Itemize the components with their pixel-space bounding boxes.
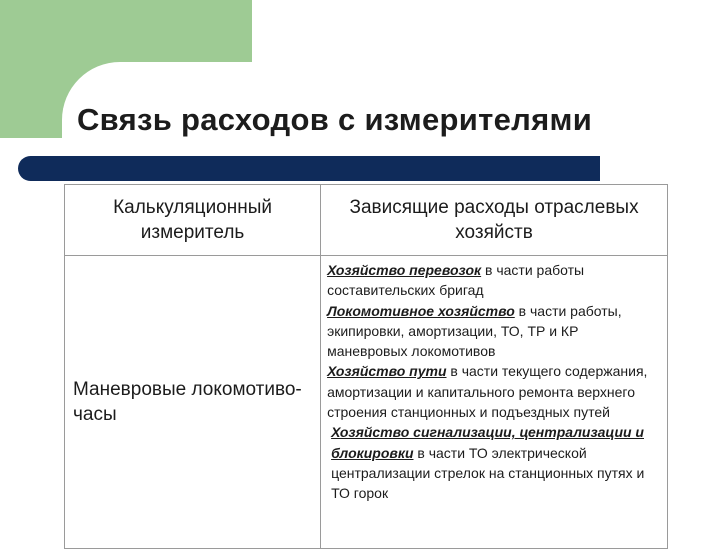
expense-item-text: в части работы составительских бригад — [327, 262, 585, 299]
table-header-row — [65, 185, 668, 256]
measure-cell: Маневровые локомотиво-часы — [65, 256, 321, 549]
expense-item-text: в части работы, экипировки, амортизации, ТО, ТР и КР маневровых локомотивов — [327, 302, 622, 360]
expense-item-name: Хозяйство сигнализации, централизации и блокировки — [331, 424, 644, 461]
expense-item-name: Хозяйство перевозок — [327, 262, 482, 278]
table-row — [65, 256, 668, 549]
header-expenses: Зависящие расходы отраслевых хозяйств — [321, 185, 668, 256]
expense-item — [327, 260, 661, 301]
cost-measure-table — [64, 184, 668, 549]
expense-item-name: Локомотивное хозяйство — [327, 302, 515, 319]
expense-item — [327, 301, 661, 362]
expenses-cell — [321, 256, 668, 549]
expense-item — [327, 361, 661, 422]
expense-item-text: в части текущего содержания, амортизации и капитального ремонта верхнего строения станционных и подъездных путей — [327, 363, 648, 421]
slide-title: Связь расходов с измерителями — [77, 102, 593, 137]
title-underline-bar — [18, 156, 600, 181]
expense-item-name: Хозяйство пути — [327, 363, 447, 380]
expense-item-text: в части ТО электрической централизации стрелок на станционных путях и ТО горок — [331, 444, 645, 502]
header-measure: Калькуляционный измеритель — [65, 185, 321, 256]
expense-item — [327, 422, 661, 503]
